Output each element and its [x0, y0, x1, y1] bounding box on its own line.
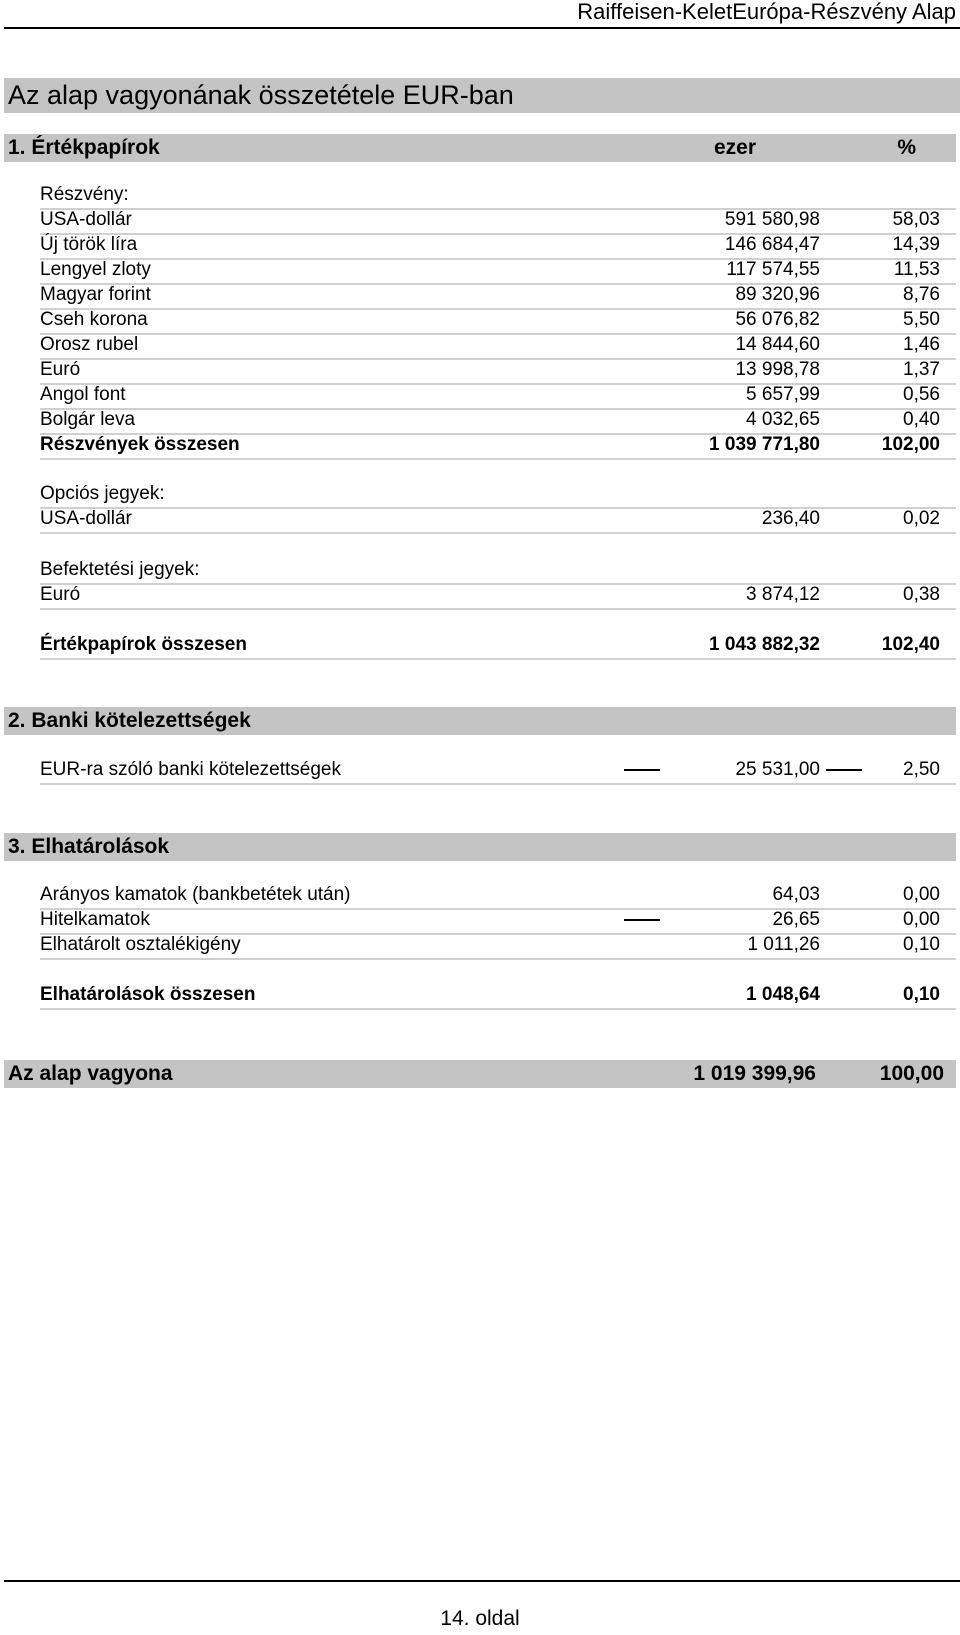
row-percent: 0,40	[903, 409, 940, 430]
row-percent: 1,37	[903, 359, 940, 380]
fund-total-value: 1 019 399,96	[693, 1062, 816, 1085]
securities-total-row	[40, 633, 956, 660]
row-value: 117 574,55	[726, 259, 820, 280]
section-accruals-title: 3. Elhatárolások	[8, 835, 170, 858]
row-percent: 2,50	[903, 759, 940, 780]
accruals-total-row	[40, 983, 956, 1010]
row-label: Bolgár leva	[40, 409, 136, 430]
row-percent: 58,03	[892, 209, 940, 230]
row-percent: 1,46	[903, 334, 940, 355]
fund-total-row	[4, 1060, 956, 1088]
row-value: 14 844,60	[735, 334, 820, 355]
options-label: Opciós jegyek:	[40, 483, 165, 504]
row-label: Orosz rubel	[40, 334, 139, 355]
row-label: Elhatárolt osztalékigény	[40, 934, 241, 955]
row-label: Lengyel zloty	[40, 259, 151, 280]
investment-label: Befektetési jegyek:	[40, 559, 200, 580]
header-divider	[4, 27, 960, 29]
fund-name-header: Raiffeisen-KeletEurópa-Részvény Alap	[577, 0, 956, 24]
row-label: Arányos kamatok (bankbetétek után)	[40, 884, 351, 905]
row-value: 1 048,64	[746, 984, 820, 1005]
row-value: 591 580,98	[724, 209, 820, 230]
minus-sign-value	[624, 769, 660, 771]
shares-label: Részvény:	[40, 184, 129, 205]
section-securities-title: 1. Értékpapírok	[8, 136, 160, 159]
row-value: 4 032,65	[746, 409, 820, 430]
row-label: USA-dollár	[40, 209, 132, 230]
table-row	[40, 258, 956, 285]
row-percent: 0,56	[903, 384, 940, 405]
row-label: Cseh korona	[40, 309, 148, 330]
table-row	[40, 233, 956, 260]
row-value: 236,40	[761, 508, 820, 529]
section-accruals-header	[4, 833, 956, 861]
row-percent: 11,53	[893, 259, 940, 280]
table-row	[40, 333, 956, 360]
row-percent: 102,00	[881, 434, 940, 455]
row-value: 26,65	[772, 909, 820, 930]
row-percent: 102,40	[881, 634, 940, 655]
minus-sign-value	[624, 919, 660, 921]
row-value: 146 684,47	[724, 234, 820, 255]
row-label: EUR-ra szóló banki kötelezettségek	[40, 759, 341, 780]
row-value: 56 076,82	[735, 309, 820, 330]
row-percent: 0,10	[903, 984, 940, 1005]
row-value: 13 998,78	[735, 359, 820, 380]
row-label: Részvények összesen	[40, 434, 240, 455]
row-label: Magyar forint	[40, 284, 151, 305]
row-value: 1 011,26	[747, 934, 820, 955]
footer-divider	[4, 1580, 960, 1582]
page-title: Az alap vagyonának összetétele EUR-ban	[4, 78, 960, 113]
section-securities-header	[4, 134, 956, 162]
row-label: Értékpapírok összesen	[40, 634, 247, 655]
row-value: 89 320,96	[735, 284, 820, 305]
row-label: Új török líra	[40, 234, 138, 255]
table-row	[40, 758, 956, 785]
row-percent: 0,10	[903, 934, 940, 955]
fund-total-percent: 100,00	[879, 1062, 944, 1085]
table-row	[40, 283, 956, 310]
column-header-ezer: ezer	[714, 136, 757, 159]
row-value: 3 874,12	[746, 584, 820, 605]
table-row	[40, 408, 956, 435]
row-label: Euró	[40, 584, 81, 605]
row-percent: 0,00	[903, 884, 940, 905]
row-percent: 0,00	[903, 909, 940, 930]
row-value: 5 657,99	[746, 384, 820, 405]
row-label: USA-dollár	[40, 508, 132, 529]
shares-group-label	[40, 183, 956, 210]
table-row	[40, 583, 956, 610]
row-value: 1 039 771,80	[709, 434, 820, 455]
minus-sign-percent	[826, 769, 862, 771]
row-value: 25 531,00	[735, 759, 820, 780]
shares-total-row	[40, 433, 956, 460]
options-group-label	[40, 482, 956, 509]
table-row	[40, 358, 956, 385]
row-percent: 5,50	[903, 309, 940, 330]
table-row	[40, 507, 956, 534]
row-label: Hitelkamatok	[40, 909, 150, 930]
row-label: Angol font	[40, 384, 126, 405]
row-percent: 0,02	[903, 508, 940, 529]
row-percent: 14,39	[892, 234, 940, 255]
row-label: Elhatárolások összesen	[40, 984, 256, 1005]
row-label: Euró	[40, 359, 81, 380]
section-bank-liabilities-title: 2. Banki kötelezettségek	[8, 709, 251, 732]
section-bank-liabilities-header	[4, 707, 956, 735]
row-value: 1 043 882,32	[709, 634, 820, 655]
table-row	[40, 908, 956, 935]
table-row	[40, 208, 956, 235]
row-percent: 8,76	[903, 284, 940, 305]
table-row	[40, 308, 956, 335]
fund-total-label: Az alap vagyona	[8, 1062, 173, 1085]
column-header-percent: %	[897, 136, 916, 159]
row-value: 64,03	[772, 884, 820, 905]
row-percent: 0,38	[903, 584, 940, 605]
table-row	[40, 933, 956, 960]
page-number: 14. oldal	[440, 1607, 520, 1630]
table-row	[40, 883, 956, 910]
table-row	[40, 383, 956, 410]
investment-group-label	[40, 558, 956, 585]
